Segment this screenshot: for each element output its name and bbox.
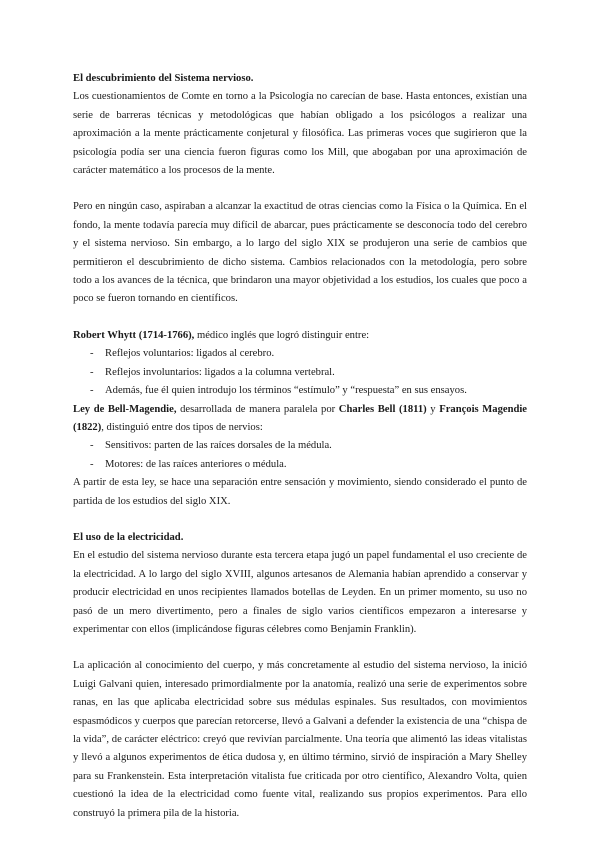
whytt-name: Robert Whytt (1714-1766), <box>73 329 195 341</box>
list-item: - Reflejos voluntarios: ligados al cerebro. <box>90 348 275 360</box>
bell-magendie-intro: Ley de Bell-Magendie, desarrollada de manera paralela por Charles Bell (1811) y François Magendie (1822), distinguió entre dos tipos de nervios: <box>73 403 527 433</box>
paragraph: En el estudio del sistema nervioso durante esta tercera etapa jugó un papel fundamental el uso creciente de la electricidad. A lo largo del siglo XVIII, algunos artesanos de Alemania habían aprendido a conservar y producir electricidad en unos recipientes llamados botellas de Leyden. En un primer momento, su uso no pasó de un mero divertimento, pero a finales de siglo varios científicos empezaron a interesarse y experimentar con ellos (implicándose figuras célebres como Benjamin Franklin). <box>73 550 527 635</box>
section-title-nervous-system: El descubrimiento del Sistema nervioso. <box>73 73 254 84</box>
paragraph: A partir de esta ley, se hace una separación entre sensación y movimiento, siendo considerado el punto de partida de los estudios del siglo XIX. <box>73 477 527 507</box>
paragraph: Los cuestionamientos de Comte en torno a la Psicología no carecían de base. Hasta entonces, existían una serie de barreras técnicas y metodológicas que habían obligado a los psicólogos a realizar una aproximación a la mente prácticamente conjetural y filosófica. Las primeras voces que sugirieron que la psicología podía ser una ciencia fueron figuras como los Mill, que abogaban por una aproximación de carácter matemático a los procesos de la mente. <box>73 91 527 177</box>
list-item: - Además, fue él quien introdujo los términos “estímulo” y “respuesta” en sus ensayos. <box>90 385 467 397</box>
paragraph: La aplicación al conocimiento del cuerpo, y más concretamente al estudio del sistema nervioso, la inició Luigi Galvani quien, interesado primordialmente por la anatomía, realizó una serie de experimentos sobre ranas, en las que aplicaba electricidad sobre sus médulas espinales. Sus resultados, con movimientos espasmódicos y cuerpos que parecían retorcerse, llevó a Galvani a defender la existencia de una “chispa de la vida”, de carácter eléctrico: creyó que revivían parcialmente. Una teoría que alimentó las ideas vitalistas y llevó a algunos experimentos de ética dudosa y, en último término, sirvió de inspiración a Mary Shelley para su Frankenstein. Esta interpretación vitalista fue criticada por otro científico, Alexandro Volta, quien cuestionó la idea de la electricidad como fuente vital, realizando sus propios experimentos. Para ello construyó la primera pila de la historia. <box>73 660 527 819</box>
bell-magendie-list <box>73 437 527 474</box>
section-title-electricity: El uso de la electricidad. <box>73 531 184 543</box>
list-item: - Motores: de las raíces anteriores o médula. <box>90 458 287 470</box>
whytt-intro: Robert Whytt (1714-1766), médico inglés que logró distinguir entre: <box>73 329 370 341</box>
list-item: - Reflejos involuntarios: ligados a la columna vertebral. <box>90 366 335 378</box>
list-item: - Sensitivos: parten de las raíces dorsales de la médula. <box>90 440 332 452</box>
whytt-list <box>73 345 527 400</box>
paragraph: Pero en ningún caso, aspiraban a alcanzar la exactitud de otras ciencias como la Física o la Química. En el fondo, la mente todavía parecía muy difícil de abarcar, pues prácticamente se desconocía todo del cerebro y el sistema nervioso. Sin embargo, a lo largo del siglo XIX se produjeron una serie de cambios que permitieron el descubrimiento de dicho sistema. Cambios relacionados con la metodología, pero sobre todo a los avances de la técnica, que brindaron una mayor objetividad a los estudios, los cuales que poco a poco se fueron tornando en científicos. <box>73 201 527 305</box>
document-page <box>73 70 527 823</box>
